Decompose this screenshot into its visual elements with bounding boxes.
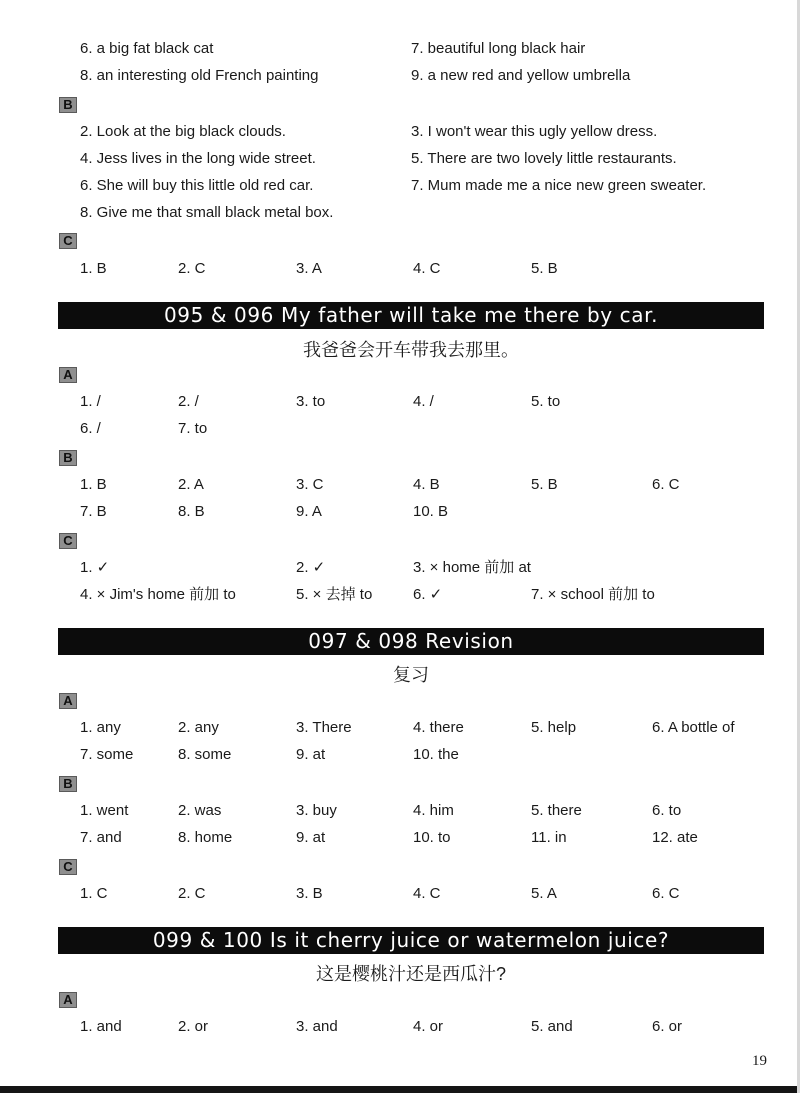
s1-c-5: 5. B: [531, 260, 558, 277]
s2-a-r1-1: 1. /: [80, 393, 101, 410]
s3-c-2: 2. C: [178, 885, 206, 902]
s2-b-r1-6: 6. C: [652, 476, 680, 493]
s3-c-3: 3. B: [296, 885, 323, 902]
s3-b-r1-4: 4. him: [413, 802, 454, 819]
s3-c-6: 6. C: [652, 885, 680, 902]
s2-a-r1-5: 5. to: [531, 393, 561, 410]
s2-c-r2-3: 6. ✓: [413, 586, 443, 603]
s1-top-r1-c2: 7. beautiful long black hair: [411, 40, 586, 57]
s3-b-r1-6: 6. to: [652, 802, 682, 819]
s3-b-r1-1: 1. went: [80, 802, 129, 819]
s4-a-5: 5. and: [531, 1018, 573, 1035]
section-title-bar-097-098: 097 & 098 Revision: [58, 628, 764, 655]
s2-a-r1-3: 3. to: [296, 393, 326, 410]
s2-c-r2-1: 4. × Jim's home 前加 to: [80, 586, 236, 603]
s4-a-1: 1. and: [80, 1018, 122, 1035]
s2-b-r1-3: 3. C: [296, 476, 324, 493]
s3-b-r2-5: 11. in: [531, 829, 567, 846]
s1-b-r4-c1: 8. Give me that small black metal box.: [80, 204, 334, 221]
section-badge-c: C: [59, 233, 77, 249]
s1-top-r2-c2: 9. a new red and yellow umbrella: [411, 67, 631, 84]
s1-b-r1-c1: 2. Look at the big black clouds.: [80, 123, 286, 140]
s2-a-r1-4: 4. /: [413, 393, 434, 410]
s3-b-r1-5: 5. there: [531, 802, 582, 819]
s3-a-r1-2: 2. any: [178, 719, 219, 736]
s2-b-r2-3: 9. A: [296, 503, 322, 520]
s3-a-r1-5: 5. help: [531, 719, 577, 736]
section-badge-c: C: [59, 859, 77, 875]
s1-top-r2-c1: 8. an interesting old French painting: [80, 67, 319, 84]
s3-b-r1-2: 2. was: [178, 802, 222, 819]
s1-b-r3-c1: 6. She will buy this little old red car.: [80, 177, 314, 194]
s3-c-1: 1. C: [80, 885, 108, 902]
s2-b-r1-1: 1. B: [80, 476, 107, 493]
section-subtitle-097-098: 复习: [393, 665, 429, 685]
s3-b-r2-6: 12. ate: [652, 829, 698, 846]
s4-a-6: 6. or: [652, 1018, 683, 1035]
s2-b-r2-2: 8. B: [178, 503, 205, 520]
s1-c-2: 2. C: [178, 260, 206, 277]
s1-c-3: 3. A: [296, 260, 322, 277]
s4-a-2: 2. or: [178, 1018, 209, 1035]
s2-c-r2-4: 7. × school 前加 to: [531, 586, 655, 603]
s2-b-r1-4: 4. B: [413, 476, 440, 493]
s3-a-r1-6: 6. A bottle of: [652, 719, 735, 736]
s3-b-r2-2: 8. home: [178, 829, 233, 846]
s1-b-r2-c2: 5. There are two lovely little restaurants.: [411, 150, 677, 167]
s3-a-r1-4: 4. there: [413, 719, 464, 736]
section-badge-a: A: [59, 693, 77, 709]
bottom-rule: [0, 1086, 800, 1093]
s3-b-r1-3: 3. buy: [296, 802, 337, 819]
s3-a-r1-1: 1. any: [80, 719, 121, 736]
s1-c-4: 4. C: [413, 260, 441, 277]
section-badge-a: A: [59, 367, 77, 383]
s1-b-r2-c1: 4. Jess lives in the long wide street.: [80, 150, 316, 167]
s2-c-r1-3: 3. × home 前加 at: [413, 559, 531, 576]
s2-b-r2-4: 10. B: [413, 503, 449, 520]
s2-a-r2-1: 6. /: [80, 420, 101, 437]
section-subtitle-095-096: 我爸爸会开车带我去那里。: [303, 340, 519, 360]
s3-b-r2-3: 9. at: [296, 829, 326, 846]
s3-a-r2-1: 7. some: [80, 746, 134, 763]
s4-a-4: 4. or: [413, 1018, 444, 1035]
section-subtitle-099-100: 这是樱桃汁还是西瓜汁?: [315, 964, 506, 984]
section-title-bar-099-100: 099 & 100 Is it cherry juice or watermelon juice?: [58, 927, 764, 954]
s2-b-r1-2: 2. A: [178, 476, 204, 493]
s2-c-r1-1: 1. ✓: [80, 559, 110, 576]
s1-b-r1-c2: 3. I won't wear this ugly yellow dress.: [411, 123, 658, 140]
s1-c-1: 1. B: [80, 260, 107, 277]
s4-a-3: 3. and: [296, 1018, 338, 1035]
section-badge-b: B: [59, 450, 77, 466]
s3-c-4: 4. C: [413, 885, 441, 902]
s1-top-r1-c1: 6. a big fat black cat: [80, 40, 214, 57]
s3-b-r2-1: 7. and: [80, 829, 122, 846]
s2-c-r1-2: 2. ✓: [296, 559, 326, 576]
section-badge-a: A: [59, 992, 77, 1008]
s2-b-r1-5: 5. B: [531, 476, 558, 493]
section-badge-b: B: [59, 776, 77, 792]
s2-b-r2-1: 7. B: [80, 503, 107, 520]
section-badge-b: B: [59, 97, 77, 113]
s2-a-r2-2: 7. to: [178, 420, 208, 437]
s1-b-r3-c2: 7. Mum made me a nice new green sweater.: [411, 177, 707, 194]
s2-a-r1-2: 2. /: [178, 393, 199, 410]
s3-a-r2-3: 9. at: [296, 746, 326, 763]
s3-a-r2-2: 8. some: [178, 746, 232, 763]
s3-a-r1-3: 3. There: [296, 719, 352, 736]
section-title-bar-095-096: 095 & 096 My father will take me there by car.: [58, 302, 764, 329]
s2-c-r2-2: 5. × 去掉 to: [296, 586, 373, 603]
section-badge-c: C: [59, 533, 77, 549]
s3-c-5: 5. A: [531, 885, 557, 902]
page-number: 19: [752, 1053, 767, 1069]
s3-b-r2-4: 10. to: [413, 829, 451, 846]
s3-a-r2-4: 10. the: [413, 746, 459, 763]
